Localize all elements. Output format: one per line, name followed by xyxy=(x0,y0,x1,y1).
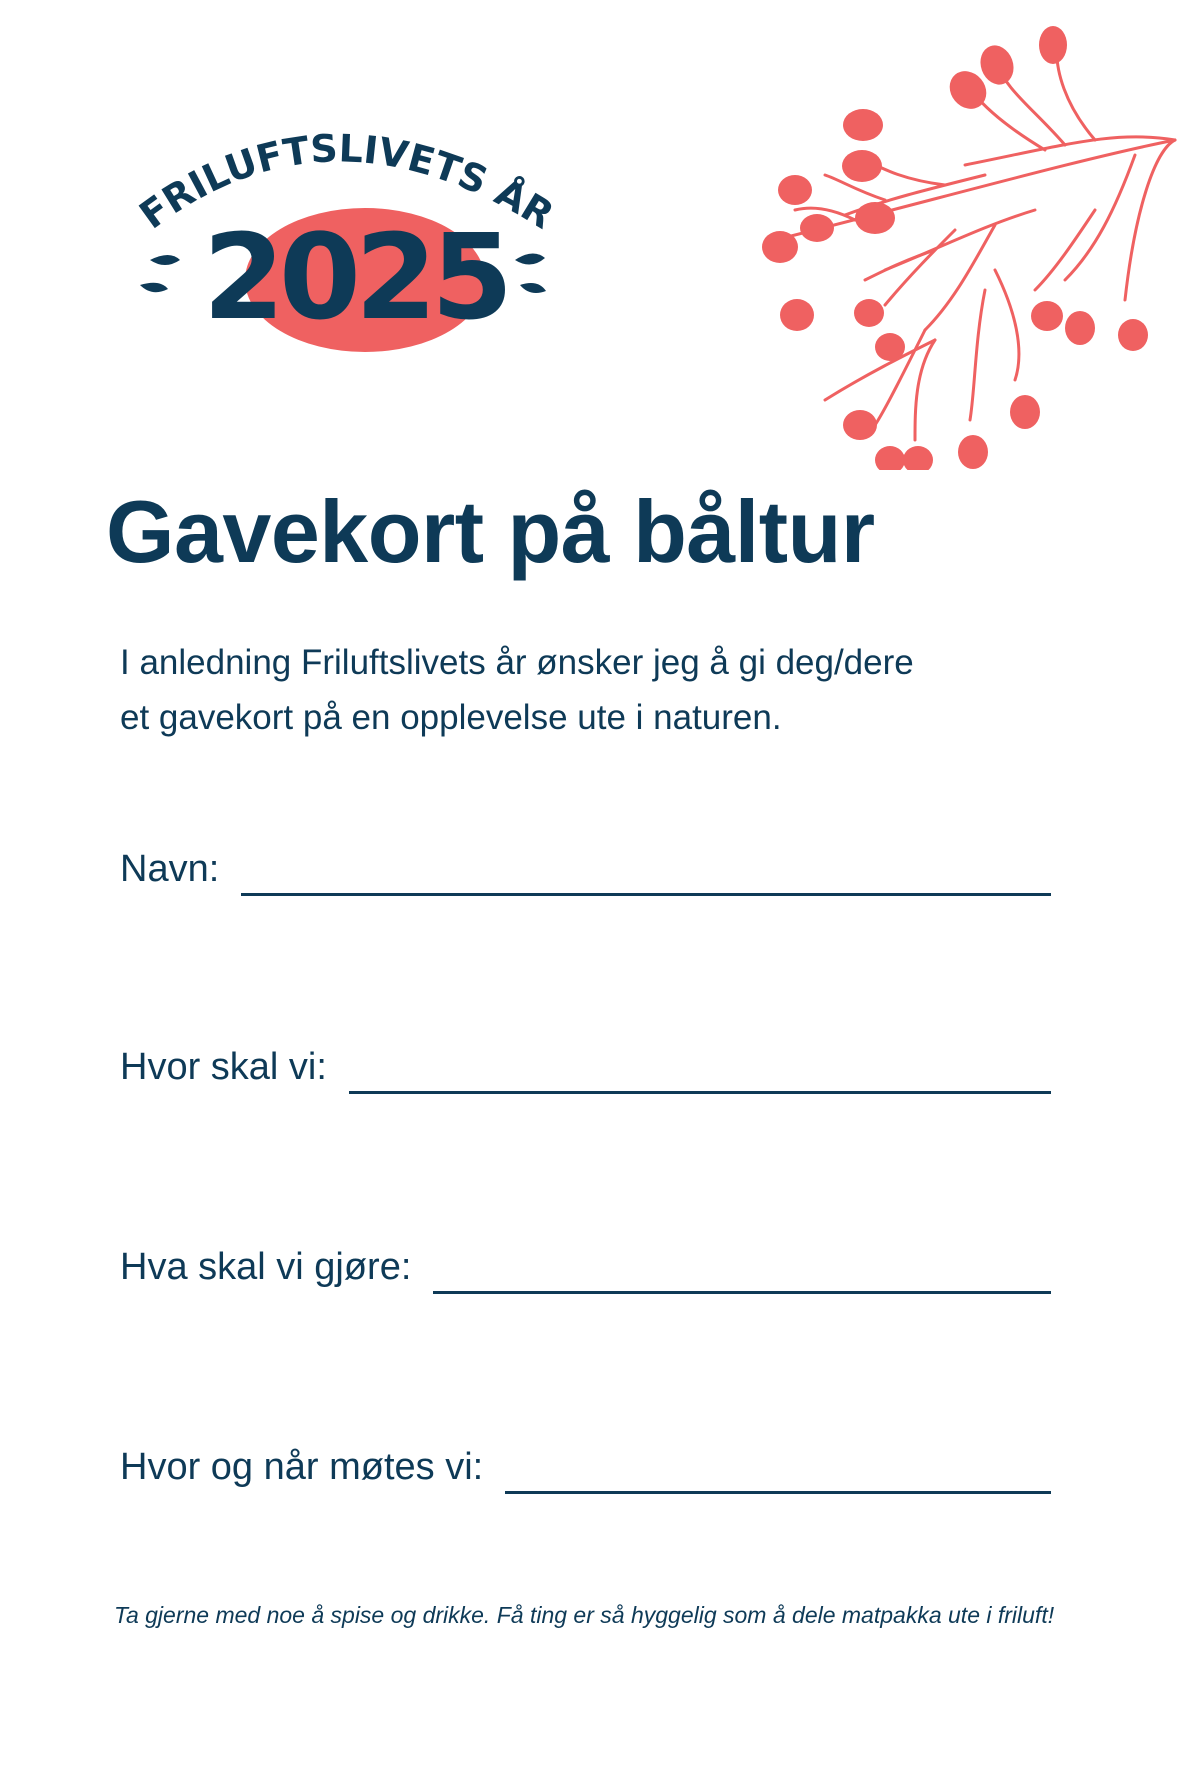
field-label: Navn: xyxy=(120,848,220,890)
logo-arc-text: FRILUFTSLIVETS ÅR xyxy=(131,126,562,238)
logo-year: 2025 xyxy=(202,208,508,346)
fill-in-line[interactable] xyxy=(349,1091,1051,1094)
field-label: Hva skal vi gjøre: xyxy=(120,1246,412,1288)
friluftslivets-ar-logo xyxy=(120,120,580,380)
field-label: Hvor og når møtes vi: xyxy=(120,1446,484,1488)
field-label: Hvor skal vi: xyxy=(120,1046,327,1088)
field-hvor-skal-vi xyxy=(120,1048,1051,1086)
fill-in-line[interactable] xyxy=(433,1291,1051,1294)
intro-line-1: I anledning Friluftslivets år ønsker jeg å gi deg/dere xyxy=(120,643,914,682)
intro-line-2: et gavekort på en opplevelse ute i naturen. xyxy=(120,698,782,737)
field-navn xyxy=(120,850,1051,888)
berry-branch-icon xyxy=(735,10,1181,470)
fill-in-line[interactable] xyxy=(505,1491,1051,1494)
fill-in-line[interactable] xyxy=(241,893,1051,896)
field-hvor-og-nar-motes-vi xyxy=(120,1448,1051,1486)
field-hva-skal-vi-gjore xyxy=(120,1248,1051,1286)
page-title: Gavekort på båltur xyxy=(106,482,875,581)
intro-text xyxy=(120,635,1080,745)
footer-note: Ta gjerne med noe å spise og drikke. Få ting er så hyggelig som å dele matpakka ute i friluft! xyxy=(114,1602,1055,1628)
